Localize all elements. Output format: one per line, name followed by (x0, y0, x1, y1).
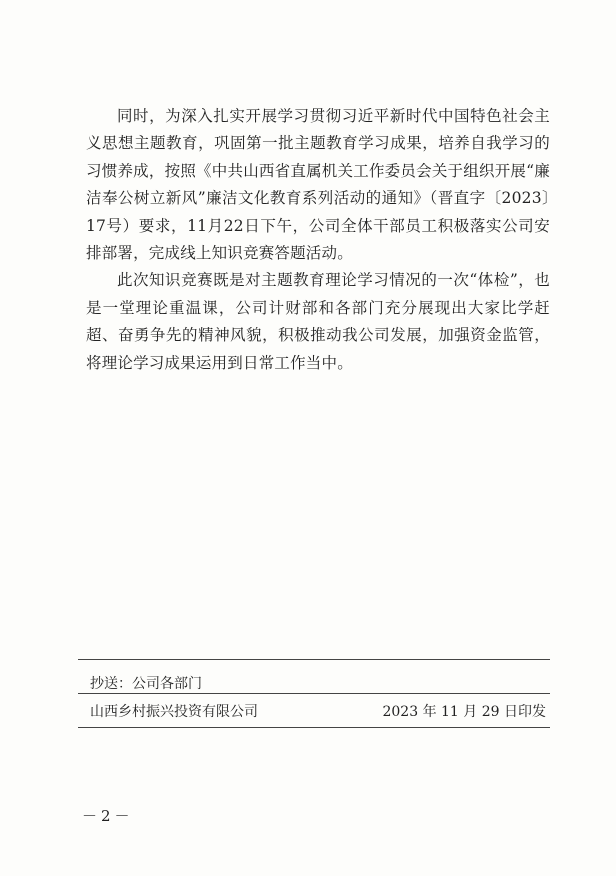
issuer-name: 山西乡村振兴投资有限公司 (90, 704, 258, 720)
body-paragraph-1: 同时，为深入扎实开展学习贯彻习近平新时代中国特色社会主义思想主题教育，巩固第一批主题教育学习成果，培养自我学习的习惯养成，按照《中共山西省直属机关工作委员会关于组织开展“廉洁奉公树立新风”廉洁文化教育系列活动的通知》（晋直字〔2023〕17号）要求，11月22日下午，公司全体干部员工积极落实公司安排部署，完成线上知识竞赛答题活动。 (86, 107, 550, 263)
body-paragraph-2: 此次知识竞赛既是对主题教育理论学习情况的一次“体检”，也是一堂理论重温课，公司计财部和各部门充分展现出大家比学赶超、奋勇争先的精神风貌，积极推动我公司发展，加强资金监管，将理论学习成果运用到日常工作当中。 (86, 271, 550, 372)
cc-line: 抄送：公司各部门 (90, 676, 202, 692)
footer-rule-bottom (78, 727, 550, 728)
document-body (86, 103, 550, 377)
issuer-line (90, 702, 546, 722)
page-number: －2－ (82, 807, 134, 825)
footer-rule-top (78, 659, 550, 660)
footer-rule-middle (78, 693, 550, 694)
issue-date: 2023 年 11 月 29 日印发 (382, 704, 546, 720)
